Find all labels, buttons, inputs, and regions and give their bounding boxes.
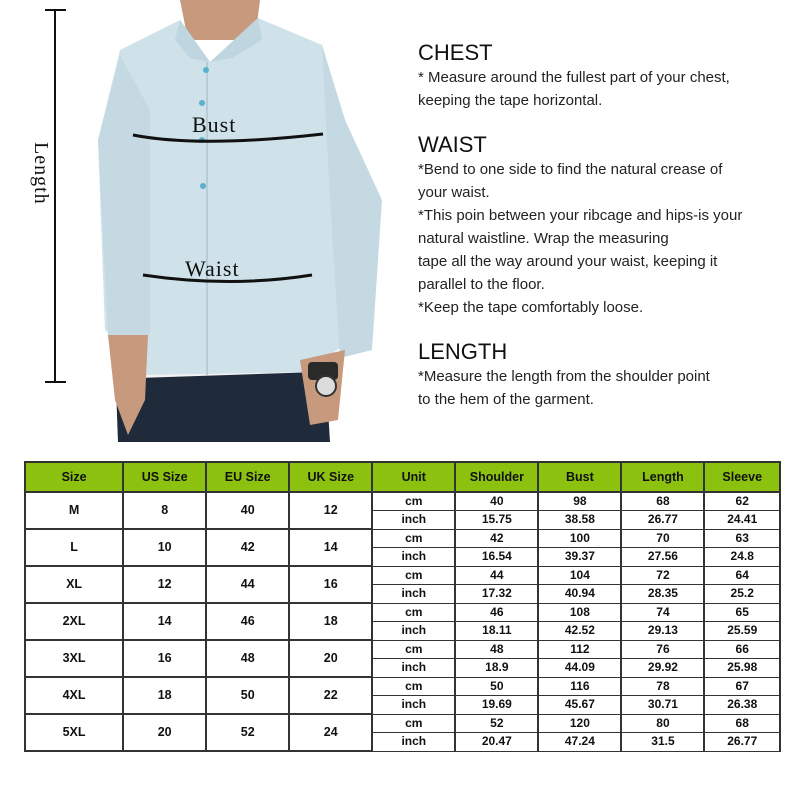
length-cell: 72: [621, 566, 704, 585]
bust-cell: 120: [538, 714, 621, 733]
shoulder-cell: 50: [455, 677, 538, 696]
bust-cell: 44.09: [538, 659, 621, 678]
size-cell: 3XL: [25, 640, 123, 677]
length-heading: LENGTH: [418, 339, 508, 364]
unit-cell: inch: [372, 548, 455, 567]
waist-line: *Bend to one side to find the natural crease of: [418, 161, 723, 178]
sleeve-cell: 26.77: [704, 733, 780, 752]
bust-cell: 100: [538, 529, 621, 548]
sleeve-cell: 64: [704, 566, 780, 585]
size-cell: 4XL: [25, 677, 123, 714]
unit-cell: inch: [372, 585, 455, 604]
waist-line: parallel to the floor.: [418, 276, 545, 293]
col-bust: Bust: [538, 462, 621, 492]
shoulder-cell: 48: [455, 640, 538, 659]
uk-size-cell: 12: [289, 492, 372, 529]
unit-cell: inch: [372, 511, 455, 529]
bust-cell: 38.58: [538, 511, 621, 529]
sleeve-cell: 66: [704, 640, 780, 659]
col-shoulder: Shoulder: [455, 462, 538, 492]
shirt-illustration: [0, 0, 400, 450]
unit-cell: cm: [372, 566, 455, 585]
bust-cell: 45.67: [538, 696, 621, 715]
unit-cell: inch: [372, 696, 455, 715]
shoulder-cell: 19.69: [455, 696, 538, 715]
table-header-row: [25, 462, 780, 492]
sleeve-cell: 25.2: [704, 585, 780, 604]
length-measure-label: Length: [30, 142, 52, 205]
table-row: [25, 603, 780, 622]
waist-line: *This poin between your ribcage and hips-is your: [418, 207, 743, 224]
eu-size-cell: 46: [206, 603, 289, 640]
table-row: [25, 529, 780, 548]
uk-size-cell: 22: [289, 677, 372, 714]
chest-line: keeping the tape horizontal.: [418, 92, 603, 109]
size-chart-table: [24, 461, 781, 752]
us-size-cell: 12: [123, 566, 206, 603]
uk-size-cell: 14: [289, 529, 372, 566]
size-cell: M: [25, 492, 123, 529]
shirt-model-photo: [0, 0, 400, 450]
waist-line: your waist.: [418, 184, 490, 201]
shoulder-cell: 18.9: [455, 659, 538, 678]
length-cell: 28.35: [621, 585, 704, 604]
sleeve-cell: 63: [704, 529, 780, 548]
waist-heading: WAIST: [418, 132, 487, 157]
us-size-cell: 10: [123, 529, 206, 566]
bust-cell: 112: [538, 640, 621, 659]
length-cell: 68: [621, 492, 704, 511]
shoulder-cell: 16.54: [455, 548, 538, 567]
bust-cell: 108: [538, 603, 621, 622]
length-cell: 80: [621, 714, 704, 733]
length-cell: 76: [621, 640, 704, 659]
col-length: Length: [621, 462, 704, 492]
length-section: [418, 339, 798, 411]
us-size-cell: 20: [123, 714, 206, 751]
shoulder-cell: 20.47: [455, 733, 538, 752]
size-cell: 2XL: [25, 603, 123, 640]
length-cell: 30.71: [621, 696, 704, 715]
uk-size-cell: 18: [289, 603, 372, 640]
unit-cell: inch: [372, 733, 455, 752]
bust-cell: 104: [538, 566, 621, 585]
sleeve-cell: 65: [704, 603, 780, 622]
shoulder-cell: 17.32: [455, 585, 538, 604]
waist-section: [418, 132, 798, 319]
shoulder-cell: 40: [455, 492, 538, 511]
unit-cell: cm: [372, 640, 455, 659]
us-size-cell: 14: [123, 603, 206, 640]
chest-heading: CHEST: [418, 40, 493, 65]
length-cell: 31.5: [621, 733, 704, 752]
length-cell: 74: [621, 603, 704, 622]
sleeve-cell: 24.8: [704, 548, 780, 567]
uk-size-cell: 20: [289, 640, 372, 677]
us-size-cell: 8: [123, 492, 206, 529]
waist-line: tape all the way around your waist, keeping it: [418, 253, 718, 270]
bust-cell: 42.52: [538, 622, 621, 641]
length-cell: 29.13: [621, 622, 704, 641]
col-unit: Unit: [372, 462, 455, 492]
waist-line: *Keep the tape comfortably loose.: [418, 299, 644, 316]
length-line: to the hem of the garment.: [418, 391, 594, 408]
shoulder-cell: 46: [455, 603, 538, 622]
sleeve-cell: 25.98: [704, 659, 780, 678]
table-row: [25, 714, 780, 733]
chest-line: * Measure around the fullest part of your chest,: [418, 69, 730, 86]
size-cell: XL: [25, 566, 123, 603]
sleeve-cell: 25.59: [704, 622, 780, 641]
eu-size-cell: 42: [206, 529, 289, 566]
sleeve-cell: 67: [704, 677, 780, 696]
chest-section: [418, 40, 798, 112]
unit-cell: cm: [372, 603, 455, 622]
bust-cell: 116: [538, 677, 621, 696]
eu-size-cell: 44: [206, 566, 289, 603]
col-us-size: US Size: [123, 462, 206, 492]
table-row: [25, 566, 780, 585]
shoulder-cell: 44: [455, 566, 538, 585]
sleeve-cell: 26.38: [704, 696, 780, 715]
unit-cell: cm: [372, 492, 455, 511]
waist-measure-label: Waist: [185, 256, 240, 281]
table-row: [25, 492, 780, 511]
uk-size-cell: 16: [289, 566, 372, 603]
shoulder-cell: 52: [455, 714, 538, 733]
bust-cell: 47.24: [538, 733, 621, 752]
table-row: [25, 640, 780, 659]
us-size-cell: 16: [123, 640, 206, 677]
size-cell: L: [25, 529, 123, 566]
eu-size-cell: 52: [206, 714, 289, 751]
table-row: [25, 677, 780, 696]
col-eu-size: EU Size: [206, 462, 289, 492]
unit-cell: inch: [372, 659, 455, 678]
length-cell: 78: [621, 677, 704, 696]
sleeve-cell: 62: [704, 492, 780, 511]
unit-cell: cm: [372, 677, 455, 696]
eu-size-cell: 40: [206, 492, 289, 529]
col-sleeve: Sleeve: [704, 462, 780, 492]
uk-size-cell: 24: [289, 714, 372, 751]
waist-line: natural waistline. Wrap the measuring: [418, 230, 669, 247]
shoulder-cell: 18.11: [455, 622, 538, 641]
bust-cell: 39.37: [538, 548, 621, 567]
shoulder-cell: 15.75: [455, 511, 538, 529]
sleeve-cell: 24.41: [704, 511, 780, 529]
bust-cell: 40.94: [538, 585, 621, 604]
length-line: *Measure the length from the shoulder point: [418, 368, 710, 385]
length-cell: 26.77: [621, 511, 704, 529]
unit-cell: inch: [372, 622, 455, 641]
sleeve-cell: 68: [704, 714, 780, 733]
bust-measure-label: Bust: [192, 112, 237, 137]
col-size: Size: [25, 462, 123, 492]
col-uk-size: UK Size: [289, 462, 372, 492]
size-cell: 5XL: [25, 714, 123, 751]
shoulder-cell: 42: [455, 529, 538, 548]
length-cell: 27.56: [621, 548, 704, 567]
eu-size-cell: 50: [206, 677, 289, 714]
bust-cell: 98: [538, 492, 621, 511]
length-cell: 29.92: [621, 659, 704, 678]
length-cell: 70: [621, 529, 704, 548]
eu-size-cell: 48: [206, 640, 289, 677]
measuring-guide: [418, 40, 798, 431]
unit-cell: cm: [372, 529, 455, 548]
us-size-cell: 18: [123, 677, 206, 714]
unit-cell: cm: [372, 714, 455, 733]
